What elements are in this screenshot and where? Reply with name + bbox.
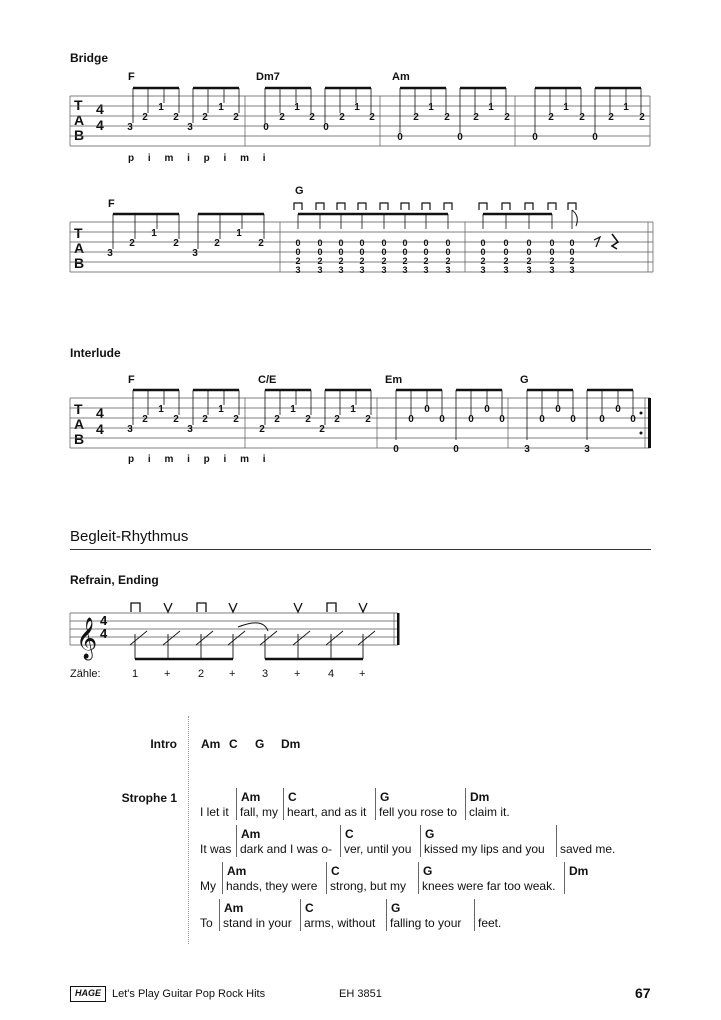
svg-text:3: 3 (549, 265, 555, 275)
svg-text:2: 2 (569, 256, 575, 266)
svg-text:2: 2 (503, 256, 509, 266)
svg-text:0: 0 (569, 247, 575, 257)
chord-label: G (520, 374, 529, 386)
svg-text:2: 2 (369, 112, 375, 123)
count-label: Zähle: (70, 668, 101, 680)
svg-text:2: 2 (381, 256, 387, 266)
svg-text:0: 0 (263, 122, 269, 133)
svg-text:0: 0 (549, 238, 555, 248)
fingering: p i m i p i m i (128, 454, 266, 465)
svg-text:3: 3 (187, 424, 193, 435)
bar-line (300, 899, 301, 931)
svg-text:0: 0 (323, 122, 329, 133)
intro-chord: C (229, 737, 238, 751)
song-divider (188, 716, 189, 944)
svg-text:2: 2 (233, 414, 239, 425)
svg-text:0: 0 (457, 132, 463, 143)
chord-label: F (108, 198, 115, 210)
svg-text:2: 2 (444, 112, 450, 123)
svg-text:2: 2 (480, 256, 486, 266)
bar-line (236, 825, 237, 857)
fingering: p i m i p i m i (128, 153, 266, 164)
intro-chord: Dm (281, 737, 301, 751)
bar-line (326, 862, 327, 894)
svg-text:2: 2 (202, 414, 208, 425)
chord: Am (241, 790, 261, 804)
chord-label: F (128, 71, 135, 83)
svg-text:2: 2 (274, 414, 280, 425)
svg-text:0: 0 (402, 247, 408, 257)
svg-text:0: 0 (445, 238, 451, 248)
catalog-code: EH 3851 (339, 988, 382, 1000)
chord-label: Am (392, 71, 410, 83)
lyric-text: I let it (200, 805, 229, 819)
svg-text:1: 1 (294, 102, 300, 113)
svg-text:2: 2 (402, 256, 408, 266)
chord: Am (227, 864, 247, 878)
svg-text:2: 2 (173, 238, 179, 249)
svg-text:2: 2 (549, 256, 555, 266)
rhythm-section-title: Begleit-Rhythmus (70, 528, 189, 545)
chord: Am (224, 901, 244, 915)
lyric-text: heart, and as it (287, 805, 367, 819)
chord: C (288, 790, 297, 804)
svg-text:2: 2 (142, 112, 148, 123)
svg-text:1: 1 (236, 228, 242, 239)
svg-text:3: 3 (423, 265, 429, 275)
svg-text:2: 2 (548, 112, 554, 123)
svg-text:2: 2 (423, 256, 429, 266)
bar-line (465, 788, 466, 820)
time-signature: 4 4 (96, 405, 104, 437)
svg-text:2: 2 (579, 112, 585, 123)
svg-text:2: 2 (233, 112, 239, 123)
svg-text:1: 1 (158, 404, 164, 415)
svg-text:0: 0 (499, 414, 505, 425)
svg-text:0: 0 (615, 404, 621, 415)
chord: C (331, 864, 340, 878)
svg-text:3: 3 (192, 248, 198, 259)
lyric-text: arms, without (304, 916, 376, 930)
svg-text:3: 3 (381, 265, 387, 275)
svg-text:2: 2 (445, 256, 451, 266)
svg-text:2: 2 (504, 112, 510, 123)
svg-text:3: 3 (584, 444, 590, 455)
lyric-text: fall, my (240, 805, 279, 819)
svg-text:1: 1 (290, 404, 296, 415)
svg-text:0: 0 (439, 414, 445, 425)
chord-label: Dm7 (256, 71, 280, 83)
svg-text:2: 2 (202, 112, 208, 123)
svg-text:1: 1 (563, 102, 569, 113)
svg-text:0: 0 (381, 247, 387, 257)
svg-text:2: 2 (295, 256, 301, 266)
svg-text:2: 2 (473, 112, 479, 123)
svg-text:0: 0 (393, 444, 399, 455)
svg-text:0: 0 (423, 238, 429, 248)
chord-label: F (128, 374, 135, 386)
svg-text:2: 2 (359, 256, 365, 266)
svg-text:0: 0 (338, 247, 344, 257)
lyric-text: knees were far too weak. (422, 879, 556, 893)
page-number: 67 (635, 985, 651, 1001)
svg-text:2: 2 (339, 112, 345, 123)
bar-line (564, 862, 565, 894)
svg-text:0: 0 (468, 414, 474, 425)
chord: G (391, 901, 401, 915)
refrain-ending-label: Refrain, Ending (70, 573, 159, 587)
count: + (359, 668, 366, 680)
lyric-text: kissed my lips and you (424, 842, 545, 856)
lyric-text: To (200, 916, 213, 930)
svg-text:0: 0 (381, 238, 387, 248)
strophe-label: Strophe 1 (121, 791, 177, 805)
bar-line (283, 788, 284, 820)
svg-text:0: 0 (359, 238, 365, 248)
bar-line (474, 899, 475, 931)
svg-text:0: 0 (526, 238, 532, 248)
lyric-text: falling to your (390, 916, 462, 930)
svg-text:0: 0 (408, 414, 414, 425)
bar-line (375, 788, 376, 820)
svg-text:2: 2 (365, 414, 371, 425)
svg-text:3: 3 (480, 265, 486, 275)
svg-text:2: 2 (142, 414, 148, 425)
chord: Dm (470, 790, 490, 804)
svg-text:0: 0 (338, 238, 344, 248)
lyric-text: ver, until you (344, 842, 412, 856)
svg-text:0: 0 (555, 404, 561, 415)
svg-text:0: 0 (295, 247, 301, 257)
bar-line (556, 825, 557, 857)
svg-text:0: 0 (549, 247, 555, 257)
svg-text:3: 3 (317, 265, 323, 275)
time-signature: 4 4 (100, 613, 108, 641)
svg-text:2: 2 (258, 238, 264, 249)
svg-text:3: 3 (107, 248, 113, 259)
svg-text:1: 1 (350, 404, 356, 415)
book-title: Let's Play Guitar Pop Rock Hits (112, 988, 266, 1000)
svg-text:3: 3 (569, 265, 575, 275)
chord-label: Em (385, 374, 403, 386)
svg-text:2: 2 (173, 414, 179, 425)
chord: G (423, 864, 433, 878)
publisher-logo: HAGE (70, 986, 106, 1002)
svg-text:1: 1 (428, 102, 434, 113)
bar-line (219, 899, 220, 931)
count: + (294, 668, 301, 680)
svg-text:0: 0 (630, 414, 636, 425)
chord: C (345, 827, 354, 841)
svg-text:2: 2 (305, 414, 311, 425)
lyric-text: stand in your (223, 916, 292, 930)
svg-text:3: 3 (187, 122, 193, 133)
intro-chord: G (255, 737, 265, 751)
lyric-text: hands, they were (226, 879, 318, 893)
svg-text:0: 0 (526, 247, 532, 257)
count: + (229, 668, 236, 680)
svg-text:1: 1 (158, 102, 164, 113)
chord: Dm (569, 864, 589, 878)
svg-text:3: 3 (526, 265, 532, 275)
svg-text:0: 0 (539, 414, 545, 425)
tab-clef: T A B (74, 401, 85, 447)
svg-text:3: 3 (445, 265, 451, 275)
chord: G (380, 790, 390, 804)
svg-text:2: 2 (526, 256, 532, 266)
bar-line (420, 825, 421, 857)
svg-text:3: 3 (402, 265, 408, 275)
time-signature: 4 4 (96, 101, 104, 133)
bridge-heading: Bridge (70, 51, 109, 65)
count: 2 (198, 668, 205, 680)
svg-text:2: 2 (338, 256, 344, 266)
section-divider (70, 549, 651, 550)
lyric-text: dark and I was o- (240, 842, 333, 856)
svg-text:0: 0 (423, 247, 429, 257)
tab-clef: T A B (74, 97, 85, 143)
svg-text:2: 2 (334, 414, 340, 425)
svg-text:0: 0 (570, 414, 576, 425)
tab-clef: T A B (74, 225, 85, 271)
svg-text:1: 1 (218, 404, 224, 415)
lyric-text: claim it. (469, 805, 510, 819)
bar-line (222, 862, 223, 894)
svg-text:0: 0 (295, 238, 301, 248)
svg-text:1: 1 (151, 228, 157, 239)
lyric-text: fell you rose to (379, 805, 458, 819)
count: 4 (328, 668, 335, 680)
chord: C (305, 901, 314, 915)
lyric-text: feet. (478, 916, 502, 930)
svg-text:0: 0 (480, 247, 486, 257)
bar-line (236, 788, 237, 820)
chord: G (425, 827, 435, 841)
svg-text:2: 2 (608, 112, 614, 123)
svg-text:3: 3 (503, 265, 509, 275)
svg-text:0: 0 (532, 132, 538, 143)
lyric-text: My (200, 879, 216, 893)
svg-text:0: 0 (592, 132, 598, 143)
bar-line (340, 825, 341, 857)
chord-label: C/E (258, 374, 277, 386)
svg-text:0: 0 (317, 247, 323, 257)
bar-line (418, 862, 419, 894)
svg-text:3: 3 (127, 424, 133, 435)
chord: Am (241, 827, 261, 841)
intro-chord: Am (201, 737, 221, 751)
svg-text:2: 2 (279, 112, 285, 123)
svg-text:2: 2 (214, 238, 220, 249)
svg-text:0: 0 (397, 132, 403, 143)
svg-text:2: 2 (413, 112, 419, 123)
svg-text:2: 2 (259, 424, 265, 435)
intro-label: Intro (150, 737, 177, 751)
svg-text:0: 0 (503, 238, 509, 248)
svg-text:0: 0 (317, 238, 323, 248)
svg-text:2: 2 (639, 112, 645, 123)
svg-text:0: 0 (484, 404, 490, 415)
lyric-text: saved me. (560, 842, 616, 856)
svg-text:0: 0 (480, 238, 486, 248)
count: 3 (262, 668, 269, 680)
svg-text:1: 1 (623, 102, 629, 113)
svg-text:2: 2 (173, 112, 179, 123)
count: 1 (132, 668, 139, 680)
svg-text:0: 0 (402, 238, 408, 248)
svg-text:3: 3 (127, 122, 133, 133)
svg-text:3: 3 (524, 444, 530, 455)
svg-text:0: 0 (453, 444, 459, 455)
svg-text:3: 3 (338, 265, 344, 275)
svg-text:0: 0 (424, 404, 430, 415)
lyric-text: strong, but my (330, 879, 407, 893)
svg-text:1: 1 (488, 102, 494, 113)
svg-text:1: 1 (354, 102, 360, 113)
svg-text:2: 2 (319, 424, 325, 435)
svg-text:1: 1 (218, 102, 224, 113)
interlude-heading: Interlude (70, 346, 121, 360)
lyric-text: It was (200, 842, 232, 856)
svg-text:0: 0 (359, 247, 365, 257)
count: + (164, 668, 171, 680)
svg-text:0: 0 (599, 414, 605, 425)
svg-text:0: 0 (445, 247, 451, 257)
bar-line (386, 899, 387, 931)
svg-text:𝄞: 𝄞 (76, 618, 98, 659)
svg-text:2: 2 (309, 112, 315, 123)
chord-label: G (295, 185, 304, 197)
svg-text:2: 2 (317, 256, 323, 266)
svg-text:0: 0 (503, 247, 509, 257)
svg-text:3: 3 (295, 265, 301, 275)
svg-text:2: 2 (129, 238, 135, 249)
svg-text:3: 3 (359, 265, 365, 275)
svg-text:0: 0 (569, 238, 575, 248)
